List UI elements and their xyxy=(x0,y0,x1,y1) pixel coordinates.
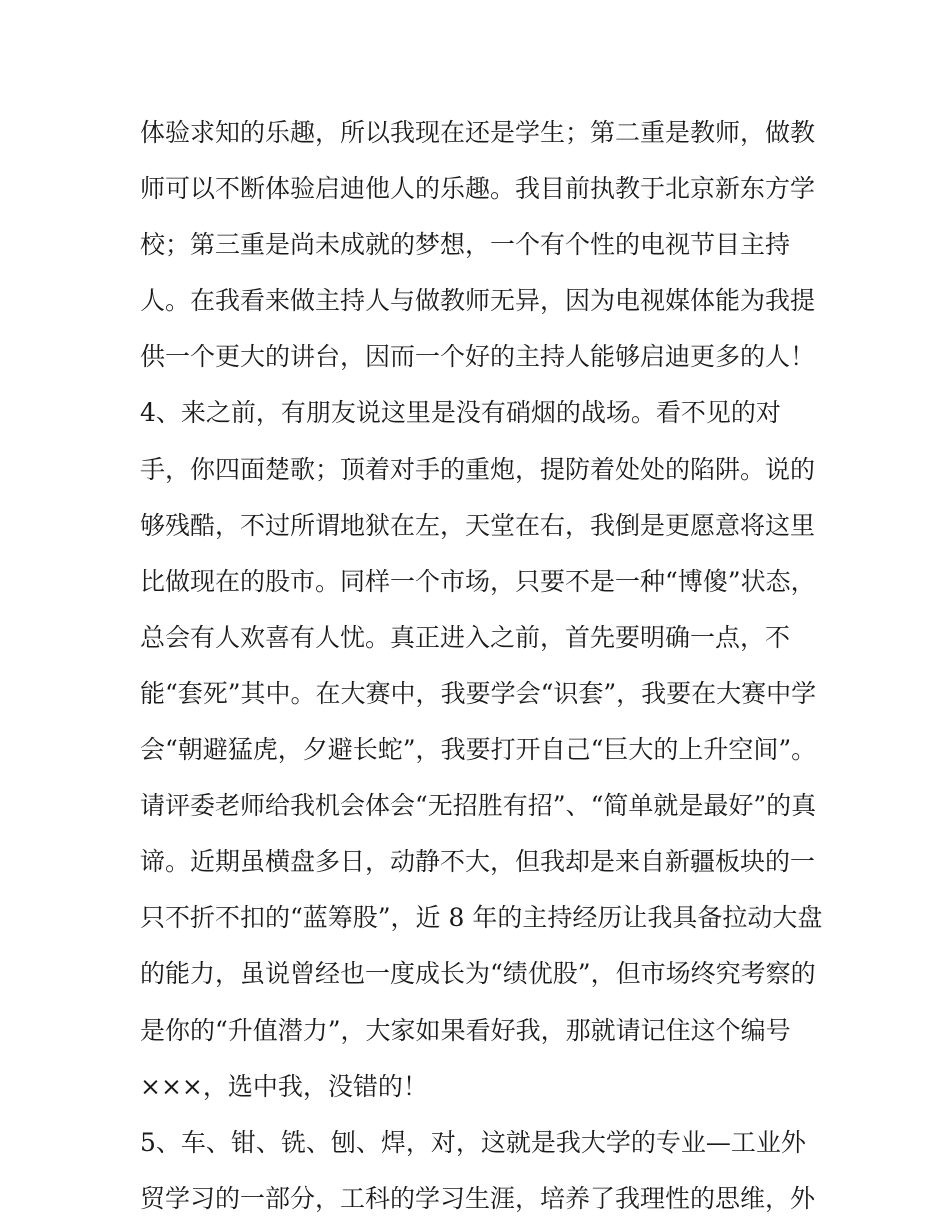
text-line: 是你的“升值潜力”，大家如果看好我，那就请记住这个编号 xyxy=(140,1015,791,1045)
text-line: 4、来之前，有朋友说这里是没有硝烟的战场。看不见的对 xyxy=(140,398,781,428)
body-text xyxy=(140,105,830,1227)
text-line: 会“朝避猛虎，夕避长蛇”，我要打开自己“巨大的上升空间”。 xyxy=(140,735,817,765)
text-line: ×××，选中我，没错的！ xyxy=(140,1071,428,1101)
text-line: 供一个更大的讲台，因而一个好的主持人能够启迪更多的人！ xyxy=(140,342,816,372)
text-line: 请评委老师给我机会体会“无招胜有招”、“简单就是最好”的真 xyxy=(140,791,817,821)
text-line: 手，你四面楚歌；顶着对手的重炮，提防着处处的陷阱。说的 xyxy=(140,454,816,484)
text-line: 校；第三重是尚未成就的梦想，一个有个性的电视节目主持 xyxy=(140,230,791,260)
text-line: 谛。近期虽横盘多日，动静不大，但我却是来自新疆板块的一 xyxy=(140,847,816,877)
text-line: 只不折不扣的“蓝筹股”，近 8 年的主持经历让我具备拉动大盘 xyxy=(140,903,823,933)
text-line: 体验求知的乐趣，所以我现在还是学生；第二重是教师，做教 xyxy=(140,118,816,147)
text-line: 总会有人欢喜有人忧。真正进入之前，首先要明确一点，不 xyxy=(140,622,791,652)
text-line: 比做现在的股市。同样一个市场，只要不是一种“博傻”状态， xyxy=(140,566,816,596)
text-line: 师可以不断体验启迪他人的乐趣。我目前执教于北京新东方学 xyxy=(140,174,816,204)
text-line: 贸学习的一部分，工科的学习生涯，培养了我理性的思维，外 xyxy=(140,1183,816,1213)
text-line: 的能力，虽说曾经也一度成长为“绩优股”，但市场终究考察的 xyxy=(140,959,816,989)
text-line: 够残酷，不过所谓地狱在左，天堂在右，我倒是更愿意将这里 xyxy=(140,510,816,540)
text-line: 能“套死”其中。在大赛中，我要学会“识套”，我要在大赛中学 xyxy=(140,678,817,708)
text-line: 人。在我看来做主持人与做教师无异，因为电视媒体能为我提 xyxy=(140,286,816,316)
text-line: 5、车、钳、铣、刨、焊，对，这就是我大学的专业—工业外 xyxy=(140,1127,806,1157)
